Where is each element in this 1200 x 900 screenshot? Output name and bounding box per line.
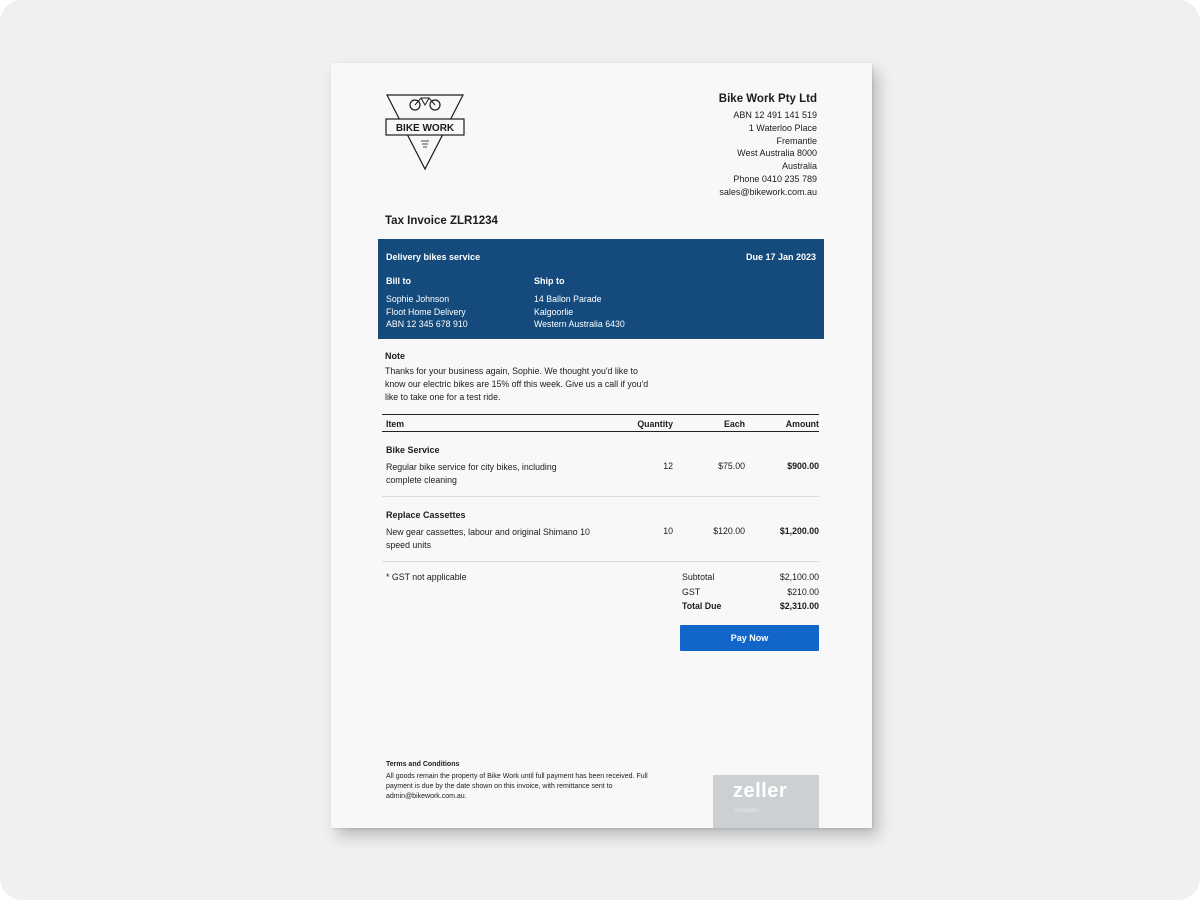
subtotal-row bbox=[682, 572, 819, 587]
header-item: Item bbox=[386, 419, 405, 429]
invoice-page bbox=[331, 63, 872, 828]
note-line: Thanks for your business again, Sophie. We thought you'd like to bbox=[385, 366, 638, 376]
bill-to-abn: ABN 12 345 678 910 bbox=[386, 319, 468, 330]
item-description bbox=[386, 526, 606, 552]
total-due-label: Total Due bbox=[682, 601, 722, 611]
invoice-header-band bbox=[378, 239, 824, 339]
item-quantity: 10 bbox=[663, 526, 673, 536]
company-phone: Phone 0410 235 789 bbox=[733, 173, 817, 184]
table-row bbox=[382, 497, 819, 562]
totals bbox=[682, 572, 819, 616]
company-state: West Australia 8000 bbox=[737, 148, 817, 159]
service-name: Delivery bikes service bbox=[386, 252, 481, 262]
item-amount: $900.00 bbox=[787, 461, 819, 471]
company-email[interactable]: sales@bikework.com.au bbox=[719, 186, 817, 197]
terms-line: admin@bikework.com.au. bbox=[386, 792, 467, 800]
company-country: Australia bbox=[781, 161, 817, 172]
ship-to-street: 14 Ballon Parade bbox=[534, 293, 602, 304]
item-each: $120.00 bbox=[713, 526, 745, 536]
bike-work-logo bbox=[385, 93, 465, 171]
header-amount: Amount bbox=[785, 419, 819, 429]
invoice-title: Tax Invoice ZLR1234 bbox=[385, 215, 498, 227]
item-description-line: speed units bbox=[386, 539, 431, 550]
table-header bbox=[382, 414, 819, 432]
line-items-table bbox=[382, 414, 819, 562]
terms-line: payment is due by the date shown on this invoice, with remittance sent to bbox=[386, 782, 613, 790]
note bbox=[385, 351, 675, 403]
total-due-row bbox=[682, 601, 819, 616]
subtotal-value: $2,100.00 bbox=[779, 572, 819, 582]
bill-to bbox=[386, 275, 468, 331]
ship-to-heading: Ship to bbox=[534, 276, 565, 286]
note-line: know our electric bikes are 15% off this week. Give us a call if you'd bbox=[385, 378, 649, 389]
item-quantity: 12 bbox=[663, 461, 673, 471]
bike-logo-icon bbox=[385, 93, 465, 171]
company-street: 1 Waterloo Place bbox=[748, 122, 817, 133]
zeller-subtitle: Invoices bbox=[735, 807, 759, 814]
zeller-brand-badge bbox=[713, 775, 819, 828]
subtotal-label: Subtotal bbox=[682, 572, 715, 582]
gst-note: * GST not applicable bbox=[386, 572, 467, 582]
zeller-wordmark: zeller bbox=[733, 780, 788, 802]
item-title: Replace Cassettes bbox=[386, 510, 466, 520]
terms-heading: Terms and Conditions bbox=[386, 761, 460, 768]
ship-to-suburb: Kalgoorlie bbox=[534, 306, 574, 317]
pay-now-button[interactable]: Pay Now bbox=[680, 625, 819, 651]
gst-value: $210.00 bbox=[787, 586, 819, 597]
note-line: like to take one for a test ride. bbox=[385, 391, 501, 402]
table-row bbox=[382, 432, 819, 497]
item-each: $75.00 bbox=[718, 461, 745, 471]
company-details bbox=[719, 93, 817, 199]
company-abn: ABN 12 491 141 519 bbox=[733, 110, 817, 120]
company-name: Bike Work Pty Ltd bbox=[718, 93, 817, 105]
logo-wordmark: BIKE WORK bbox=[395, 123, 455, 134]
header-each: Each bbox=[723, 419, 745, 429]
item-amount: $1,200.00 bbox=[779, 526, 819, 536]
gst-row bbox=[682, 587, 819, 602]
terms-body bbox=[386, 772, 676, 801]
bill-to-name: Sophie Johnson bbox=[386, 293, 450, 304]
ship-to-state: Western Australia 6430 bbox=[534, 319, 625, 330]
company-suburb: Fremantle bbox=[776, 135, 817, 146]
bill-to-company: Floot Home Delivery bbox=[386, 306, 466, 317]
item-description-line: New gear cassettes, labour and original Shimano 10 bbox=[386, 527, 590, 537]
ship-to bbox=[534, 275, 625, 331]
bill-to-heading: Bill to bbox=[386, 276, 411, 286]
item-description bbox=[386, 461, 606, 487]
due-date: Due 17 Jan 2023 bbox=[745, 252, 816, 262]
note-heading: Note bbox=[385, 351, 405, 361]
note-body bbox=[385, 365, 675, 403]
item-description-line: complete cleaning bbox=[386, 474, 457, 485]
terms-and-conditions bbox=[386, 761, 676, 801]
item-title: Bike Service bbox=[386, 445, 440, 455]
item-description-line: Regular bike service for city bikes, including bbox=[386, 462, 557, 472]
terms-line: All goods remain the property of Bike Work until full payment has been received. Full bbox=[386, 773, 648, 780]
header-quantity: Quantity bbox=[637, 419, 673, 429]
gst-label: GST bbox=[682, 586, 701, 597]
total-due-value: $2,310.00 bbox=[779, 601, 819, 611]
